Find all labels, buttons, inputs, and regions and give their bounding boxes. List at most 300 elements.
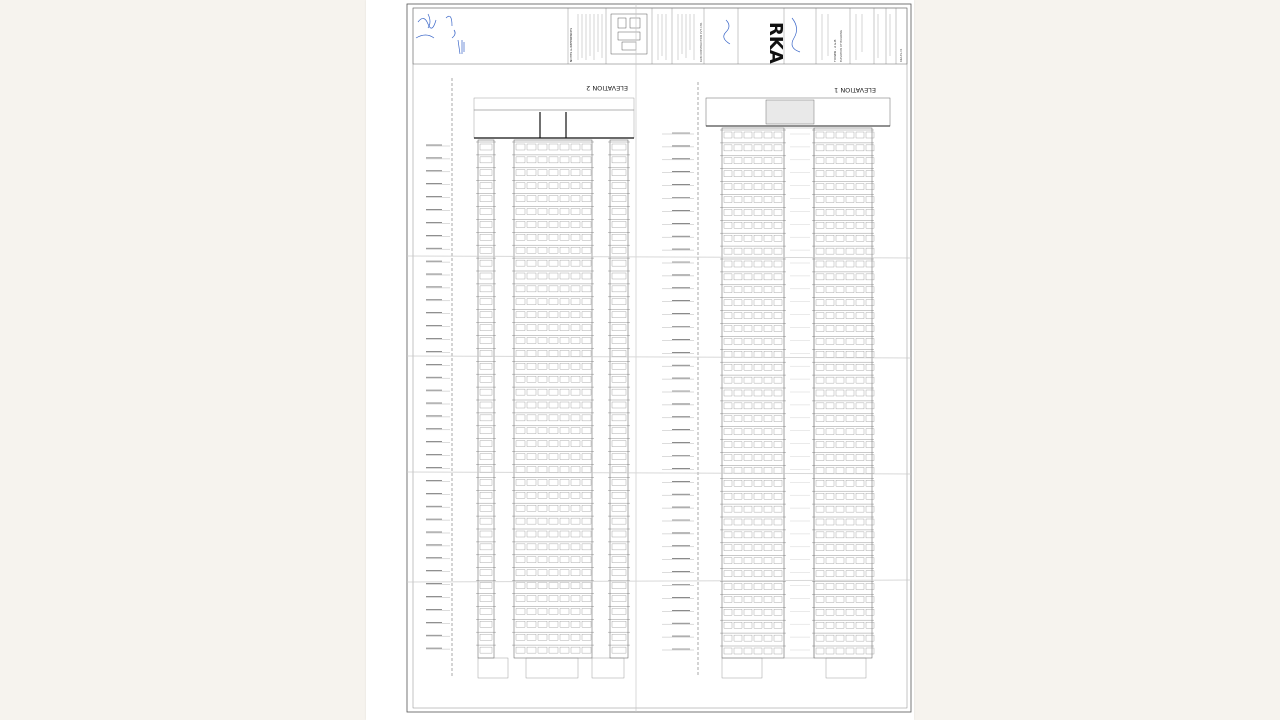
window-block	[734, 197, 742, 203]
window-block	[480, 196, 492, 202]
window-block	[549, 247, 558, 253]
window-block	[764, 403, 772, 409]
window-block	[549, 273, 558, 279]
window-block	[836, 145, 844, 151]
window-block	[734, 416, 742, 422]
window-block	[538, 312, 547, 318]
window-block	[744, 635, 752, 641]
window-block	[816, 377, 824, 383]
window-block	[754, 158, 762, 164]
window-block	[846, 390, 854, 396]
window-block	[612, 247, 626, 253]
window-block	[612, 402, 626, 408]
window-block	[724, 648, 732, 654]
window-block	[816, 235, 824, 241]
window-block	[538, 234, 547, 240]
window-block	[612, 479, 626, 485]
window-block	[836, 442, 844, 448]
window-block	[549, 402, 558, 408]
window-block	[836, 648, 844, 654]
window-block	[774, 145, 782, 151]
window-block	[866, 455, 874, 461]
window-block	[866, 209, 874, 215]
window-block	[816, 274, 824, 280]
window-block	[560, 467, 569, 473]
window-block	[560, 596, 569, 602]
window-block	[754, 493, 762, 499]
window-block	[856, 519, 864, 525]
window-block	[764, 390, 772, 396]
window-block	[826, 558, 834, 564]
window-block	[549, 183, 558, 189]
window-block	[734, 313, 742, 319]
window-block	[836, 184, 844, 190]
window-block	[480, 596, 492, 602]
window-block	[764, 287, 772, 293]
window-block	[527, 389, 536, 395]
window-block	[816, 622, 824, 628]
window-block	[612, 518, 626, 524]
window-block	[480, 350, 492, 356]
window-block	[774, 390, 782, 396]
window-block	[836, 171, 844, 177]
window-block	[549, 312, 558, 318]
window-block	[516, 338, 525, 344]
window-block	[846, 338, 854, 344]
window-block	[538, 492, 547, 498]
window-block	[724, 429, 732, 435]
window-block	[866, 416, 874, 422]
window-block	[774, 300, 782, 306]
window-block	[516, 415, 525, 421]
window-block	[826, 622, 834, 628]
window-block	[826, 287, 834, 293]
window-block	[516, 325, 525, 331]
window-block	[724, 222, 732, 228]
window-block	[724, 455, 732, 461]
window-block	[774, 338, 782, 344]
window-block	[836, 545, 844, 551]
window-block	[826, 596, 834, 602]
window-block	[612, 389, 626, 395]
window-block	[538, 634, 547, 640]
window-block	[480, 338, 492, 344]
window-block	[612, 428, 626, 434]
window-block	[836, 158, 844, 164]
window-block	[816, 416, 824, 422]
window-block	[560, 221, 569, 227]
window-block	[846, 429, 854, 435]
window-block	[480, 415, 492, 421]
window-block	[836, 300, 844, 306]
window-block	[527, 157, 536, 163]
window-block	[754, 377, 762, 383]
window-block	[560, 647, 569, 653]
window-block	[612, 557, 626, 563]
window-block	[774, 635, 782, 641]
window-block	[846, 184, 854, 190]
window-block	[826, 274, 834, 280]
window-block	[764, 648, 772, 654]
window-block	[774, 416, 782, 422]
window-block	[856, 584, 864, 590]
window-block	[724, 532, 732, 538]
window-block	[582, 338, 591, 344]
window-block	[480, 531, 492, 537]
window-block	[774, 326, 782, 332]
window-block	[744, 506, 752, 512]
window-block	[836, 622, 844, 628]
window-block	[724, 171, 732, 177]
window-block	[571, 402, 580, 408]
window-block	[764, 338, 772, 344]
window-block	[582, 234, 591, 240]
window-block	[560, 260, 569, 266]
window-block	[866, 429, 874, 435]
window-block	[866, 338, 874, 344]
window-block	[724, 635, 732, 641]
window-block	[764, 171, 772, 177]
window-block	[734, 248, 742, 254]
window-block	[560, 196, 569, 202]
window-block	[744, 145, 752, 151]
window-block	[866, 584, 874, 590]
window-block	[816, 635, 824, 641]
window-block	[846, 351, 854, 357]
window-block	[816, 467, 824, 473]
window-block	[754, 648, 762, 654]
window-block	[846, 584, 854, 590]
window-block	[764, 197, 772, 203]
key-plan-thumbnail	[611, 14, 647, 54]
window-block	[866, 184, 874, 190]
window-block	[826, 584, 834, 590]
window-block	[549, 441, 558, 447]
window-block	[866, 558, 874, 564]
window-block	[612, 299, 626, 305]
window-block	[571, 634, 580, 640]
window-block	[612, 531, 626, 537]
window-block	[764, 313, 772, 319]
window-block	[560, 557, 569, 563]
drawing-sheet	[366, 0, 914, 720]
window-block	[480, 441, 492, 447]
window-block	[866, 171, 874, 177]
window-block	[560, 157, 569, 163]
window-block	[560, 544, 569, 550]
window-block	[816, 313, 824, 319]
window-block	[734, 429, 742, 435]
window-block	[754, 584, 762, 590]
window-block	[836, 377, 844, 383]
window-block	[846, 455, 854, 461]
window-block	[744, 467, 752, 473]
window-block	[734, 364, 742, 370]
window-block	[549, 570, 558, 576]
window-block	[816, 145, 824, 151]
window-block	[826, 416, 834, 422]
window-block	[516, 209, 525, 215]
window-block	[516, 531, 525, 537]
window-block	[826, 403, 834, 409]
window-block	[856, 326, 864, 332]
window-block	[724, 351, 732, 357]
window-block	[836, 235, 844, 241]
window-block	[612, 196, 626, 202]
window-block	[754, 287, 762, 293]
window-block	[846, 416, 854, 422]
window-block	[816, 222, 824, 228]
window-block	[724, 558, 732, 564]
window-block	[549, 544, 558, 550]
window-block	[846, 571, 854, 577]
window-block	[744, 532, 752, 538]
window-block	[856, 197, 864, 203]
window-block	[480, 621, 492, 627]
window-block	[527, 286, 536, 292]
window-block	[480, 234, 492, 240]
window-block	[836, 209, 844, 215]
level-markers-middle	[662, 133, 694, 650]
window-block	[516, 596, 525, 602]
window-block	[527, 467, 536, 473]
window-block	[724, 442, 732, 448]
window-block	[836, 596, 844, 602]
window-block	[816, 506, 824, 512]
window-block	[724, 326, 732, 332]
window-block	[764, 248, 772, 254]
window-block	[582, 454, 591, 460]
window-block	[571, 505, 580, 511]
window-block	[549, 596, 558, 602]
window-block	[744, 197, 752, 203]
window-block	[754, 235, 762, 241]
window-block	[538, 415, 547, 421]
window-block	[836, 532, 844, 538]
window-block	[480, 170, 492, 176]
window-block	[734, 300, 742, 306]
window-block	[612, 312, 626, 318]
window-block	[764, 145, 772, 151]
window-block	[724, 209, 732, 215]
window-block	[734, 596, 742, 602]
window-block	[866, 248, 874, 254]
window-block	[836, 287, 844, 293]
window-block	[744, 313, 752, 319]
window-block	[764, 184, 772, 190]
window-block	[734, 171, 742, 177]
window-block	[571, 338, 580, 344]
window-block	[774, 622, 782, 628]
window-block	[816, 558, 824, 564]
window-block	[734, 480, 742, 486]
window-block	[480, 402, 492, 408]
window-block	[764, 364, 772, 370]
window-block	[560, 402, 569, 408]
window-block	[764, 506, 772, 512]
window-block	[774, 261, 782, 267]
window-block	[744, 403, 752, 409]
window-block	[724, 584, 732, 590]
window-block	[582, 286, 591, 292]
window-block	[582, 144, 591, 150]
window-block	[734, 274, 742, 280]
window-block	[856, 609, 864, 615]
window-block	[866, 403, 874, 409]
window-block	[836, 274, 844, 280]
window-block	[724, 184, 732, 190]
window-block	[774, 506, 782, 512]
window-block	[846, 158, 854, 164]
window-block	[724, 145, 732, 151]
window-block	[856, 390, 864, 396]
window-block	[582, 518, 591, 524]
window-block	[582, 531, 591, 537]
window-block	[571, 350, 580, 356]
window-block	[582, 647, 591, 653]
window-block	[612, 325, 626, 331]
window-block	[846, 532, 854, 538]
window-block	[826, 442, 834, 448]
window-block	[549, 350, 558, 356]
window-block	[816, 480, 824, 486]
window-block	[774, 403, 782, 409]
window-block	[480, 144, 492, 150]
window-block	[816, 197, 824, 203]
window-block	[816, 184, 824, 190]
window-block	[571, 234, 580, 240]
window-block	[846, 197, 854, 203]
window-block	[826, 377, 834, 383]
window-block	[754, 532, 762, 538]
window-block	[866, 313, 874, 319]
window-block	[764, 235, 772, 241]
window-block	[754, 197, 762, 203]
window-block	[826, 429, 834, 435]
window-block	[549, 170, 558, 176]
window-block	[734, 609, 742, 615]
window-block	[724, 596, 732, 602]
window-block	[724, 197, 732, 203]
window-block	[571, 492, 580, 498]
window-block	[846, 648, 854, 654]
window-block	[549, 209, 558, 215]
window-block	[538, 144, 547, 150]
window-block	[774, 584, 782, 590]
window-block	[560, 570, 569, 576]
window-block	[571, 570, 580, 576]
window-block	[527, 441, 536, 447]
window-block	[754, 351, 762, 357]
window-block	[816, 455, 824, 461]
window-block	[538, 350, 547, 356]
window-block	[754, 622, 762, 628]
window-block	[764, 493, 772, 499]
window-block	[846, 558, 854, 564]
window-block	[836, 364, 844, 370]
window-block	[538, 557, 547, 563]
window-block	[734, 158, 742, 164]
window-block	[754, 403, 762, 409]
window-block	[549, 479, 558, 485]
window-block	[734, 635, 742, 641]
window-block	[866, 571, 874, 577]
window-block	[571, 596, 580, 602]
window-block	[527, 325, 536, 331]
window-block	[560, 234, 569, 240]
window-block	[754, 222, 762, 228]
window-block	[538, 518, 547, 524]
window-block	[538, 325, 547, 331]
window-block	[764, 480, 772, 486]
window-block	[516, 389, 525, 395]
window-block	[816, 390, 824, 396]
window-block	[560, 325, 569, 331]
window-block	[734, 403, 742, 409]
window-block	[527, 479, 536, 485]
window-block	[866, 622, 874, 628]
window-block	[527, 557, 536, 563]
window-block	[480, 647, 492, 653]
window-block	[846, 480, 854, 486]
window-block	[764, 635, 772, 641]
window-block	[560, 363, 569, 369]
window-block	[856, 209, 864, 215]
window-block	[516, 428, 525, 434]
window-block	[866, 158, 874, 164]
window-block	[582, 402, 591, 408]
window-block	[538, 376, 547, 382]
window-block	[571, 325, 580, 331]
window-block	[724, 545, 732, 551]
window-block	[846, 261, 854, 267]
window-block	[846, 248, 854, 254]
window-block	[826, 132, 834, 138]
window-block	[516, 621, 525, 627]
window-block	[764, 377, 772, 383]
window-block	[480, 518, 492, 524]
window-block	[582, 260, 591, 266]
window-block	[866, 351, 874, 357]
window-block	[480, 557, 492, 563]
window-block	[582, 608, 591, 614]
window-block	[774, 480, 782, 486]
window-block	[764, 209, 772, 215]
window-block	[734, 222, 742, 228]
window-block	[836, 584, 844, 590]
window-block	[764, 326, 772, 332]
window-block	[846, 364, 854, 370]
window-block	[612, 170, 626, 176]
window-block	[826, 351, 834, 357]
window-block	[538, 570, 547, 576]
window-block	[571, 312, 580, 318]
window-block	[816, 493, 824, 499]
notes-heading: NOTES & REFERENCES	[569, 27, 573, 62]
window-block	[571, 363, 580, 369]
window-block	[571, 428, 580, 434]
window-block	[527, 583, 536, 589]
window-block	[856, 235, 864, 241]
window-block	[774, 558, 782, 564]
window-block	[846, 132, 854, 138]
window-block	[560, 621, 569, 627]
window-block	[549, 608, 558, 614]
window-block	[764, 274, 772, 280]
elevation-drawing	[366, 0, 914, 720]
window-block	[516, 467, 525, 473]
window-block	[527, 338, 536, 344]
